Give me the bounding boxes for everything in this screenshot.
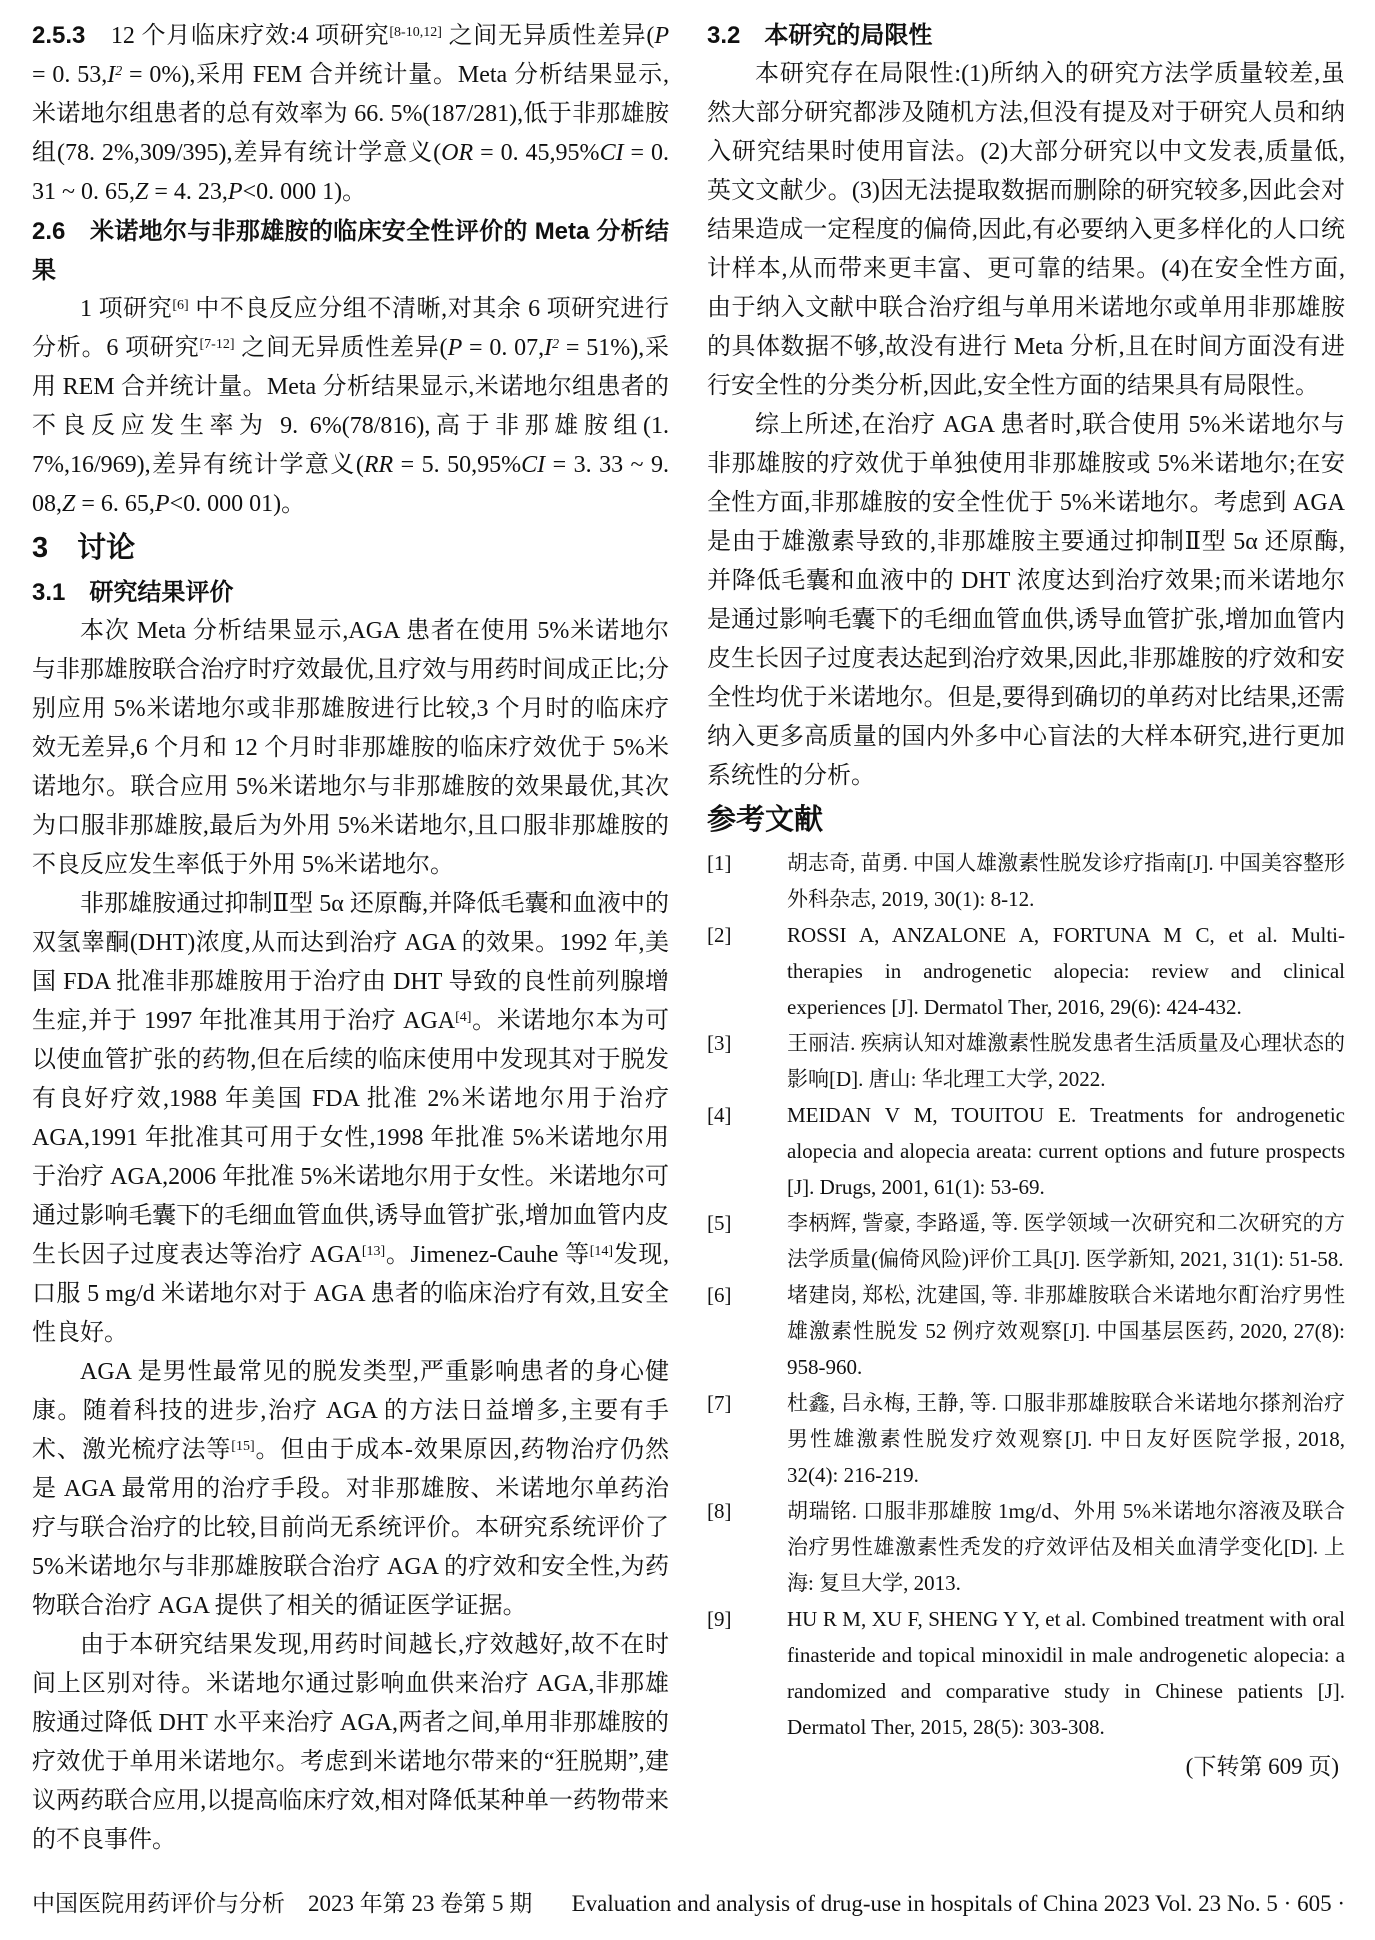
footer — [32, 1890, 1345, 1918]
citation-superscript: [4] — [455, 1010, 472, 1025]
citation-superscript: [15] — [231, 1439, 255, 1454]
reference-marker: [5] — [707, 1211, 732, 1235]
citation-superscript: [6] — [172, 298, 189, 313]
text-run: 由于本研究结果发现,用药时间越长,疗效越好,故不在时间上区别对待。米诺地尔通过影响血供来治疗 AGA,非那雄胺通过降低 DHT 水平来治疗 AGA,两者之间,单用非那雄胺的疗效优于单用米诺地尔。考虑到米诺地尔带来的“狂脱期”,建议两药联合应用,以提高临床疗效,相对降低某种单一药物带来的不良事件。 — [32, 1632, 669, 1853]
text-run: 3 讨论 — [32, 532, 136, 564]
paragraph — [32, 290, 669, 524]
text-run: 胡瑞铭. 口服非那雄胺 1mg/d、外用 5%米诺地尔溶液及联合治疗男性雄激素性秃发的疗效评估及相关血清学变化[D]. 上海: 复旦大学, 2013. — [787, 1499, 1345, 1595]
text-run: = 0. 45,95% — [473, 140, 600, 166]
right-column — [707, 16, 1345, 1860]
reference-marker: [9] — [707, 1607, 732, 1631]
text-run: (下转第 609 页) — [1185, 1754, 1339, 1779]
reference-marker: [1] — [707, 851, 732, 875]
reference-item — [707, 845, 1345, 917]
continuation-note — [707, 1747, 1345, 1787]
text-run: 参考文献 — [707, 804, 824, 836]
reference-text — [787, 1277, 1345, 1385]
reference-item — [707, 1385, 1345, 1493]
text-run: CI — [521, 452, 546, 478]
reference-text — [787, 1493, 1345, 1601]
text-run: P — [154, 491, 170, 517]
left-column — [32, 16, 669, 1860]
citation-superscript: [14] — [589, 1244, 614, 1259]
text-run: = 4. 23, — [148, 179, 228, 205]
text-run: 。米诺地尔本为可以使血管扩张的药物,但在后续的临床使用中发现其对于脱发有良好疗效,1988 年美国 FDA 批准 2%米诺地尔用于治疗 AGA,1991 年批准其可用于女性,1998 年批准 5%米诺地尔用于治疗 AGA,2006 年批准 5%米诺地尔用于女性。米诺地尔可通过影响毛囊下的毛细血管血供,诱导血管扩张,增加血管内皮生长因子过度表达等治疗 AGA — [32, 1008, 670, 1268]
reference-text — [787, 1097, 1345, 1205]
text-run: 2.6 米诺地尔与非那雄胺的临床安全性评价的 Meta 分析结果 — [32, 218, 669, 284]
reference-marker: [8] — [707, 1499, 732, 1523]
text-run: MEIDAN V M, TOUITOU E. Treatments for androgenetic alopecia and alopecia areata: current options and future prospects [J]. Drugs, 2001, 61(1): 53-69. — [787, 1103, 1345, 1199]
text-run: = 6. 65, — [75, 491, 155, 517]
text-run: 杜鑫, 吕永梅, 王静, 等. 口服非那雄胺联合米诺地尔搽剂治疗男性雄激素性脱发疗效观察[J]. 中日友好医院学报, 2018, 32(4): 216-219. — [787, 1391, 1345, 1487]
text-run: 本研究存在局限性:(1)所纳入的研究方法学质量较差,虽然大部分研究都涉及随机方法,但没有提及对于研究人员和纳入研究结果时使用盲法。(2)大部分研究以中文发表,质量低,英文文献少。(3)因无法提取数据而删除的研究较多,因此会对结果造成一定程度的偏倚,因此,有必要纳入更多样化的人口统计样本,从而带来更丰富、更可靠的结果。(4)在安全性方面,由于纳入文献中联合治疗组与单用米诺地尔或单用非那雄胺的具体数据不够,故没有进行 Meta 分析,且在时间方面没有进行安全性的分类分析,因此,安全性方面的结果具有局限性。 — [707, 61, 1345, 399]
text-run: I — [544, 335, 553, 361]
citation-superscript: 2 — [552, 337, 560, 352]
reference-marker: [4] — [707, 1103, 732, 1127]
text-run: 。Jimenez-Cauhe 等 — [385, 1242, 590, 1268]
subsection-heading — [32, 212, 669, 290]
two-column-layout — [32, 16, 1345, 1860]
text-run: = 0. 07, — [462, 335, 545, 361]
text-run: 2.5.3 — [32, 22, 86, 49]
text-run: = 0. 53, — [32, 62, 108, 88]
paragraph — [32, 885, 669, 1353]
text-run: CI — [599, 140, 624, 166]
section-heading — [707, 797, 1345, 844]
text-run: = 3. 33 ~ 9. 08, — [32, 452, 669, 517]
reference-marker: [6] — [707, 1283, 732, 1307]
text-run: HU R M, XU F, SHENG Y Y, et al. Combined treatment with oral finasteride and topical minoxidil in male androgenetic alopecia: a randomized and comparative study in Chinese patients [J]. Dermatol Ther, 2015, 28(5): 303-308. — [787, 1607, 1345, 1739]
paragraph — [32, 1353, 669, 1626]
reference-item — [707, 1097, 1345, 1205]
text-run: 非那雄胺通过抑制Ⅱ型 5α 还原酶,并降低毛囊和血液中的双氢睾酮(DHT)浓度,从而达到治疗 AGA 的效果。1992 年,美国 FDA 批准非那雄胺用于治疗由 DHT 导致的良性前列腺增生症,并于 1997 年批准其用于治疗 AGA — [32, 891, 669, 1034]
text-run: 3.2 本研究的局限性 — [707, 22, 933, 49]
text-run: P — [447, 335, 463, 361]
citation-superscript: [7-12] — [199, 337, 235, 352]
text-run: Z — [62, 491, 76, 517]
text-run: 发现,口服 5 mg/d 米诺地尔对于 AGA 患者的临床治疗有效,且安全性良好。 — [32, 1242, 670, 1346]
reference-text — [787, 1025, 1345, 1097]
text-run: 3.1 研究结果评价 — [32, 579, 234, 606]
reference-text — [787, 1601, 1345, 1745]
text-run: 1 项研究 — [80, 296, 173, 322]
reference-text — [787, 845, 1345, 917]
text-run: 12 个月临床疗效:4 项研究 — [85, 23, 390, 49]
paragraph — [32, 1626, 669, 1860]
text-run: = 0. 31 ~ 0. 65, — [32, 140, 670, 205]
text-run: 王丽洁. 疾病认知对雄激素性脱发患者生活质量及心理状态的影响[D]. 唐山: 华北理工大学, 2022. — [787, 1031, 1345, 1091]
text-run: 。但由于成本-效果原因,药物治疗仍然是 AGA 最常用的治疗手段。对非那雄胺、米诺地尔单药治疗与联合治疗的比较,目前尚无系统评价。本研究系统评价了 5%米诺地尔与非那雄胺联合治疗 AGA 的疗效和安全性,为药物联合治疗 AGA 提供了相关的循证医学证据。 — [32, 1437, 670, 1619]
paragraph — [32, 612, 669, 885]
text-run: 胡志奇, 苗勇. 中国人雄激素性脱发诊疗指南[J]. 中国美容整形外科杂志, 2019, 30(1): 8-12. — [787, 851, 1345, 911]
reference-marker: [3] — [707, 1031, 732, 1055]
text-run: = 0%),采用 FEM 合并统计量。Meta 分析结果显示,米诺地尔组患者的总有效率为 66. 5%(187/281),低于非那雄胺组(78. 2%,309/395),差异有统计学意义( — [32, 62, 669, 166]
text-run: 之间无异质性差异( — [441, 23, 655, 49]
text-run: 中不良反应分组不清晰,对其余 6 项研究进行分析。6 项研究 — [32, 296, 670, 361]
text-run: 李柄辉, 訾豪, 李路遥, 等. 医学领域一次研究和二次研究的方法学质量(偏倚风险)评价工具[J]. 医学新知, 2021, 31(1): 51-58. — [787, 1211, 1345, 1271]
text-run: Z — [134, 179, 149, 205]
text-run: <0. 000 01)。 — [169, 491, 306, 517]
section-heading — [32, 525, 669, 572]
text-run: 之间无异质性差异( — [234, 335, 448, 361]
citation-superscript: 2 — [115, 64, 123, 79]
reference-text — [787, 917, 1345, 1025]
text-run: OR — [441, 140, 474, 166]
reference-text — [787, 1205, 1345, 1277]
text-run: = 5. 50,95% — [393, 452, 522, 478]
paragraph — [707, 55, 1345, 406]
reference-item — [707, 1601, 1345, 1745]
text-run: 本次 Meta 分析结果显示,AGA 患者在使用 5%米诺地尔与非那雄胺联合治疗时疗效最优,且疗效与用药时间成正比;分别应用 5%米诺地尔或非那雄胺进行比较,3 个月时的临床疗效无差异,6 个月和 12 个月时非那雄胺的临床疗效优于 5%米诺地尔。联合应用 5%米诺地尔与非那雄胺的效果最优,其次为口服非那雄胺,最后为外用 5%米诺地尔,且口服非那雄胺的不良反应发生率低于外用 5%米诺地尔。 — [32, 618, 669, 878]
paragraph — [32, 16, 669, 212]
text-run: P — [654, 23, 669, 49]
subsection-heading — [707, 16, 1345, 55]
text-run: <0. 000 1)。 — [242, 179, 367, 205]
subsection-heading — [32, 573, 669, 612]
reference-item — [707, 1277, 1345, 1385]
text-run: AGA 是男性最常见的脱发类型,严重影响患者的身心健康。随着科技的进步,治疗 AGA 的方法日益增多,主要有手术、激光梳疗法等 — [32, 1359, 669, 1463]
reference-item — [707, 917, 1345, 1025]
footer-journal-info: 中国医院用药评价与分析 2023 年第 23 卷第 5 期 — [32, 1891, 533, 1916]
text-run: ROSSI A, ANZALONE A, FORTUNA M C, et al. Multi-therapies in androgenetic alopecia: review and clinical experiences [J]. Dermatol Ther, 2016, 29(6): 424-432. — [787, 923, 1345, 1019]
footer-english-info: Evaluation and analysis of drug-use in hospitals of China 2023 Vol. 23 No. 5 · 605 · — [571, 1891, 1345, 1916]
reference-item — [707, 1025, 1345, 1097]
text-run: = 51%),采用 REM 合并统计量。Meta 分析结果显示,米诺地尔组患者的不良反应发生率为 9. 6%(78/816),高于非那雄胺组(1. 7%,16/969),差异有统计学意义( — [32, 335, 669, 478]
reference-text — [787, 1385, 1345, 1493]
citation-superscript: [8-10,12] — [389, 25, 442, 40]
text-run: RR — [363, 452, 394, 478]
reference-marker: [7] — [707, 1391, 732, 1415]
text-run: 堵建岗, 郑松, 沈建国, 等. 非那雄胺联合米诺地尔酊治疗男性雄激素性脱发 52 例疗效观察[J]. 中国基层医药, 2020, 27(8): 958-960. — [787, 1283, 1345, 1379]
text-run: P — [227, 179, 243, 205]
reference-item — [707, 1493, 1345, 1601]
text-run: I — [107, 62, 116, 88]
reference-marker: [2] — [707, 923, 732, 947]
paragraph — [707, 406, 1345, 796]
citation-superscript: [13] — [361, 1244, 386, 1259]
reference-item — [707, 1205, 1345, 1277]
text-run: 综上所述,在治疗 AGA 患者时,联合使用 5%米诺地尔与非那雄胺的疗效优于单独使用非那雄胺或 5%米诺地尔;在安全性方面,非那雄胺的安全性优于 5%米诺地尔。考虑到 AGA 是由于雄激素导致的,非那雄胺主要通过抑制Ⅱ型 5α 还原酶,并降低毛囊和血液中的 DHT 浓度达到治疗效果;而米诺地尔是通过影响毛囊下的毛细血管血供,诱导血管扩张,增加血管内皮生长因子过度表达起到治疗效果,因此,非那雄胺的疗效和安全性均优于米诺地尔。但是,要得到确切的单药对比结果,还需纳入更多高质量的国内外多中心盲法的大样本研究,进行更加系统性的分析。 — [707, 412, 1345, 789]
